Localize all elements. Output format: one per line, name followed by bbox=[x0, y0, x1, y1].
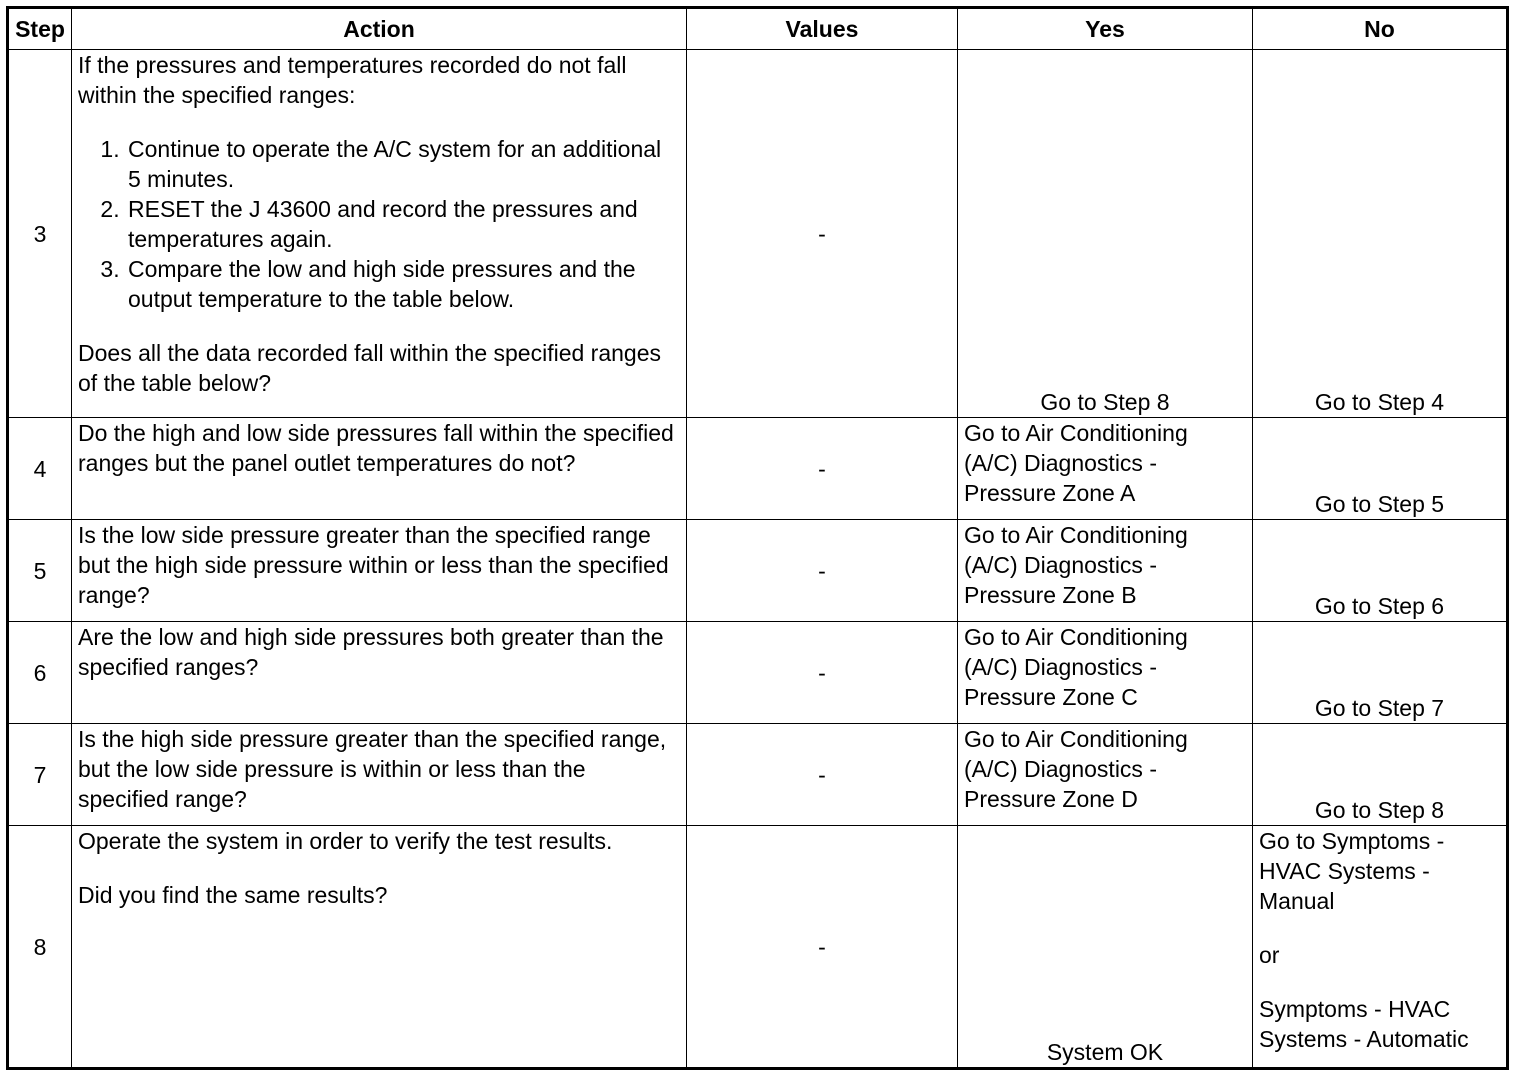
step-number: 6 bbox=[8, 622, 72, 724]
table-row-step-4 bbox=[8, 418, 1508, 520]
no-option-manual: Go to Symptoms - HVAC Systems - Manual bbox=[1259, 828, 1445, 914]
table-row-step-7 bbox=[8, 724, 1508, 826]
step-number: 3 bbox=[8, 50, 72, 418]
diagnostic-table bbox=[6, 6, 1509, 1070]
header-values: Values bbox=[687, 8, 958, 50]
yes-cell: Go to Step 8 bbox=[958, 50, 1253, 418]
action-text: Operate the system in order to verify the test results. bbox=[78, 828, 613, 854]
list-item: 1. Continue to operate the A/C system for an additional 5 minutes. bbox=[126, 134, 680, 194]
header-yes: Yes bbox=[958, 8, 1253, 50]
no-option-automatic: Symptoms - HVAC Systems - Automatic bbox=[1259, 996, 1469, 1052]
action-cell: Are the low and high side pressures both greater than the specified ranges? bbox=[72, 622, 687, 724]
action-cell bbox=[72, 50, 687, 418]
step-number: 5 bbox=[8, 520, 72, 622]
list-item: 2. RESET the J 43600 and record the pressures and temperatures again. bbox=[126, 194, 680, 254]
step-number: 8 bbox=[8, 826, 72, 1069]
yes-cell: Go to Air Conditioning (A/C) Diagnostics - Pressure Zone C bbox=[958, 622, 1253, 724]
yes-cell: Go to Air Conditioning (A/C) Diagnostics - Pressure Zone B bbox=[958, 520, 1253, 622]
no-option-or: or bbox=[1259, 942, 1280, 968]
values-cell: - bbox=[687, 418, 958, 520]
action-cell: Do the high and low side pressures fall within the specified ranges but the panel outlet temperatures do not? bbox=[72, 418, 687, 520]
header-action: Action bbox=[72, 8, 687, 50]
values-cell: - bbox=[687, 826, 958, 1069]
yes-cell: Go to Air Conditioning (A/C) Diagnostics - Pressure Zone A bbox=[958, 418, 1253, 520]
table-row-step-6 bbox=[8, 622, 1508, 724]
action-question: Does all the data recorded fall within the specified ranges of the table below? bbox=[78, 340, 662, 396]
step-number: 7 bbox=[8, 724, 72, 826]
table-row-step-5 bbox=[8, 520, 1508, 622]
values-cell: - bbox=[687, 622, 958, 724]
action-intro: If the pressures and temperatures recorded do not fall within the specified ranges: bbox=[78, 52, 627, 108]
no-cell: Go to Step 4 bbox=[1253, 50, 1508, 418]
yes-cell: System OK bbox=[958, 826, 1253, 1069]
no-cell: Go to Step 7 bbox=[1253, 622, 1508, 724]
values-cell: - bbox=[687, 724, 958, 826]
action-steps-list bbox=[78, 134, 680, 314]
values-cell: - bbox=[687, 520, 958, 622]
header-step: Step bbox=[8, 8, 72, 50]
action-cell: Is the low side pressure greater than the specified range but the high side pressure within or less than the specified range? bbox=[72, 520, 687, 622]
header-row bbox=[8, 8, 1508, 50]
step-number: 4 bbox=[8, 418, 72, 520]
action-question: Did you find the same results? bbox=[78, 882, 388, 908]
table-row-step-3 bbox=[8, 50, 1508, 418]
no-cell bbox=[1253, 826, 1508, 1069]
no-cell: Go to Step 8 bbox=[1253, 724, 1508, 826]
list-item: 3. Compare the low and high side pressures and the output temperature to the table below. bbox=[126, 254, 680, 314]
header-no: No bbox=[1253, 8, 1508, 50]
no-cell: Go to Step 5 bbox=[1253, 418, 1508, 520]
values-cell: - bbox=[687, 50, 958, 418]
no-cell: Go to Step 6 bbox=[1253, 520, 1508, 622]
action-cell: Is the high side pressure greater than the specified range, but the low side pressure is within or less than the specified range? bbox=[72, 724, 687, 826]
action-cell bbox=[72, 826, 687, 1069]
yes-cell: Go to Air Conditioning (A/C) Diagnostics - Pressure Zone D bbox=[958, 724, 1253, 826]
table-row-step-8 bbox=[8, 826, 1508, 1069]
